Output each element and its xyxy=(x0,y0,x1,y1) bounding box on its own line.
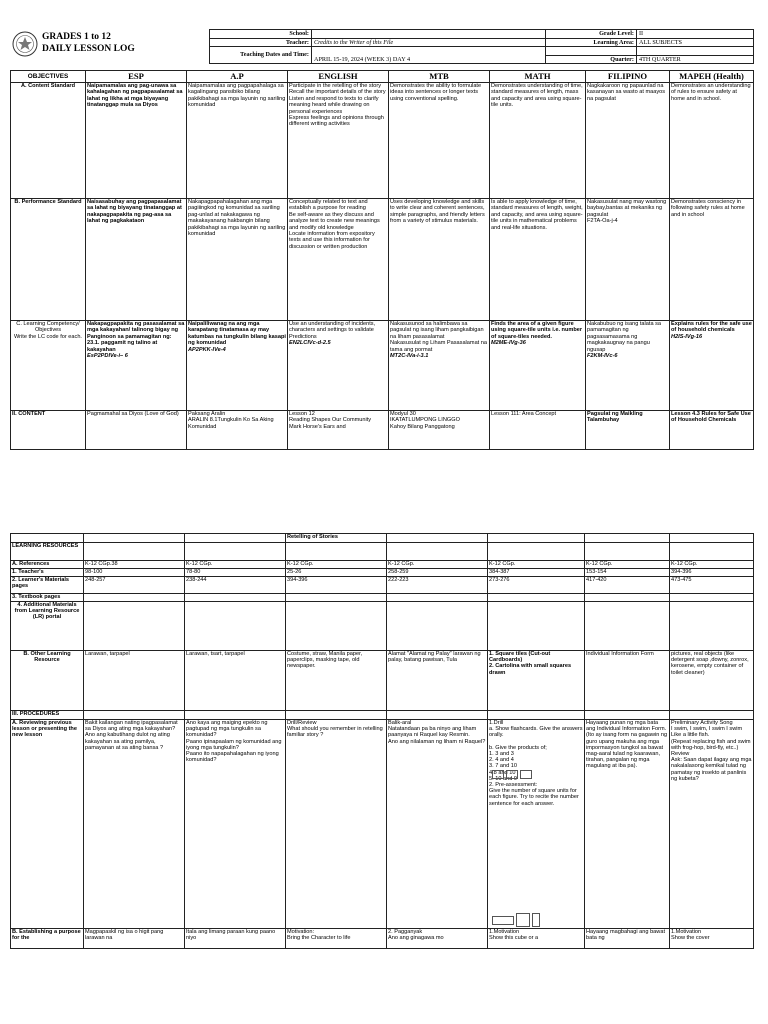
teachers-filipino: 153-154 xyxy=(585,569,670,577)
grade-level-value: II xyxy=(637,30,754,39)
subject-english: ENGLISH xyxy=(288,71,389,83)
reviewing-english: Drill/Review What should you remember in retelling familiar story ? xyxy=(286,720,387,929)
cell-esp xyxy=(86,321,187,411)
learners-math: 273-276 xyxy=(488,577,585,594)
learners-mtb: 222-223 xyxy=(387,577,488,594)
subject-esp: ESP xyxy=(86,71,187,83)
other-mapeh: pictures, real objects (like detergent soap ,downy, zonrox, kerosene, empty container of toilet cleaner) xyxy=(670,651,754,711)
school-label: School: xyxy=(210,30,312,39)
square-unit-figures xyxy=(492,913,542,927)
references-label: A. References xyxy=(11,561,84,569)
row-learning-competency xyxy=(11,321,754,411)
teachers-mtb: 258-259 xyxy=(387,569,488,577)
references-mtb: K-12 CGp. xyxy=(387,561,488,569)
learners-english: 394-396 xyxy=(286,577,387,594)
cell-english: Participate in the retelling of the story Recall the important details of the story Listen and respond to texts to clarify meaning heard while drawing on personal experiences Express feelings and opinions through different writing activities xyxy=(288,83,389,199)
cell-mapeh: Demonstrates consciency in following safety rules at home and in school xyxy=(670,199,754,321)
esp-competency: Nakapagpapakita ng pasasalamat sa mga kakayahan/ talinong bigay ng Panginoon sa pamamagitan ng: 23.1. paggamit ng talino at kakayahan xyxy=(87,321,185,353)
reviewing-mapeh: Preliminary Activity Song I swim, I swim, I swim I swim Like a little fish. (Repeat replacing fish and swim with frog-hop, bird-fly, etc..) Review Ask: Saan dapat ilagay ang mga nakalalasong kemikal tulad ng pamatay ng insekto at panlinis ng kubeta? xyxy=(670,720,754,929)
cell-mtb xyxy=(389,321,490,411)
cell-ap xyxy=(187,321,288,411)
cell-mtb: Uses developing knowledge and skills to write clear and coherent sentences, simple paragraphs, and friendly letters from a variety of stimulus materials. xyxy=(389,199,490,321)
subject-filipino: FILIPINO xyxy=(586,71,670,83)
flashcard-icon xyxy=(520,770,532,779)
row-content-standard xyxy=(11,83,754,199)
subject-math: MATH xyxy=(490,71,586,83)
reviewing-esp: Bakit kailangan nating ipagpasalamat sa Diyos ang ating mga kakayahan? Ano ang kabutihang dulot ng ating kakayahan sa ating pamilya, pamayanan at sa ating bansa ? xyxy=(84,720,185,929)
learners-label: 2. Learner's Materials pages xyxy=(11,577,84,594)
cell-mtb: Demonstrates the ability to formulate ideas into sentences or longer texts using conventional spelling. xyxy=(389,83,490,199)
row-label: A. Content Standard xyxy=(11,83,86,199)
grade-level-label: Grade Level: xyxy=(546,30,637,39)
row-additional-materials xyxy=(11,602,754,651)
subject-mtb: MTB xyxy=(389,71,490,83)
textbook-label: 3. Textbook pages xyxy=(11,594,84,602)
cell-filipino: Pagsulat ng Maikling Talambuhay xyxy=(586,411,670,450)
esp-lc-code: EsP2PDIVe-i– 6 xyxy=(87,353,128,360)
dll-table-2 xyxy=(10,533,754,949)
other-filipino: Individual Information Form xyxy=(585,651,670,711)
grid-figure-icon xyxy=(492,916,514,925)
row-label: C. Learning Competency/ Objectives Write the LC code for each. xyxy=(11,321,86,411)
ap-competency: Naipaliliwanag na ang mga karapatang tinatamasa ay may katumbas na tungkulin bilang kasapi ng komunidad xyxy=(188,321,286,347)
cell-mapeh xyxy=(670,321,754,411)
references-math: K-12 CGp. xyxy=(488,561,585,569)
quarter-value: 4TH QUARTER xyxy=(637,55,754,64)
teachers-ap: 78-80 xyxy=(185,569,286,577)
additional-label: 4. Additional Materials from Learning Resource (LR) portal xyxy=(11,602,84,651)
filipino-lc-code: F2KM-IVc-6 xyxy=(587,353,618,360)
math-lc-code: M2ME-IVg-36 xyxy=(491,340,526,347)
mtb-competency: Nakasusunod sa halimbawa sa pagsulat ng isang liham pangkaibigan na liham pasasalamat Nakasusulat ng Liham Pasasalamat na tama ang pormat xyxy=(390,321,488,353)
row-teachers-guide xyxy=(11,569,754,577)
other-english: Costume, straw, Manila paper, paperclips, masking tape, old newspaper. xyxy=(286,651,387,711)
learning-resources-label: LEARNING RESOURCES xyxy=(11,543,84,561)
learning-area-value: ALL SUBJECTS xyxy=(637,38,754,47)
ap-lc-code: AP2PKK-IVe-4 xyxy=(188,346,226,353)
teachers-esp: 98-100 xyxy=(84,569,185,577)
lesson-log-header xyxy=(10,29,753,70)
row-label: B. Performance Standard xyxy=(11,199,86,321)
other-label: B. Other Learning Resource xyxy=(11,651,84,711)
learners-ap: 238-244 xyxy=(185,577,286,594)
filipino-competency: Nakabubuo ng isang talata sa pamamagitan ng pagsasamasama ng magkakaugnay na pangu ngusap xyxy=(587,321,662,353)
other-ap: Larawan, tsart, tarpapel xyxy=(185,651,286,711)
cell-mapeh: Lesson 4.3 Rules for Safe Use of Household Chemicals xyxy=(670,411,754,450)
cell-esp: Pagmamahal sa Diyos (Love of God) xyxy=(86,411,187,450)
teacher-value: Credits to the Writer of this File xyxy=(312,38,546,47)
cell-mtb: Modyul 30 IKATATLUMPONG LINGGO Kahoy Bilang Panggatong xyxy=(389,411,490,450)
reviewing-math-text: 1.Drill a. Show flashcards. Give the answers orally. b. Give the products of; 1. 3 and 3 2. 4 and 4 3. 7 and 10 4.8 and 10 5. 10 and 9 2. Pre-assessment: Give the number of square units for each figure. Try to recite the number sentence for each answer. xyxy=(489,720,583,807)
cell-math: Demonstrates understanding of time, standard measures of length, mass and capacity and area using square-tile units. xyxy=(490,83,586,199)
doc-title-grades: GRADES 1 to 12 xyxy=(42,32,111,42)
cell-english: Lesson 12 Reading Shapes Our Community Mark Horse's Ears and xyxy=(288,411,389,450)
teachers-mapeh: 394-396 xyxy=(670,569,754,577)
cell-english xyxy=(288,321,389,411)
establishing-english: Motivation: Bring the Character to life xyxy=(286,929,387,949)
establishing-ap: Itala ang limang paraan kung paano niyo xyxy=(185,929,286,949)
cell-filipino: Nakasusulat nang may wastong baybay,bantas at mekaniks ng pagsulat F2TA-Oa-j-4 xyxy=(586,199,670,321)
other-esp: Larawan, tarpapel xyxy=(84,651,185,711)
learning-area-label: Learning Area: xyxy=(546,38,637,47)
teachers-math: 384-387 xyxy=(488,569,585,577)
establishing-filipino: Hayaang magbahagi ang bawat bata ng xyxy=(585,929,670,949)
grid-figure-icon xyxy=(516,913,530,927)
teachers-english: 25-26 xyxy=(286,569,387,577)
row-textbook-pages xyxy=(11,594,754,602)
row-content xyxy=(11,411,754,450)
row-performance-standard xyxy=(11,199,754,321)
row-procedures xyxy=(11,711,754,720)
dates-label: Teaching Dates and Time: xyxy=(210,47,312,64)
dll-page-1 xyxy=(10,70,753,450)
row-learning-resources xyxy=(11,543,754,561)
flashcard-icon xyxy=(492,770,504,779)
dll-table-1 xyxy=(10,70,754,450)
reviewing-label: A. Reviewing previous lesson or presenting the new lesson xyxy=(11,720,84,929)
header-info-table xyxy=(209,29,754,64)
subject-ap: A.P xyxy=(187,71,288,83)
row-establishing-purpose xyxy=(11,929,754,949)
cell-ap: Paksang Aralin ARALIN 8.1Tungkulin Ko Sa Aking Komunidad xyxy=(187,411,288,450)
references-esp: K-12 CGp.38 xyxy=(84,561,185,569)
row-references xyxy=(11,561,754,569)
cell-math xyxy=(490,321,586,411)
cell-mapeh: Demonstrates an understanding of rules to ensure safety at home and in school. xyxy=(670,83,754,199)
reviewing-ap: Ano kaya ang maiging epekto ng pagtupad ng mga tungkulin sa komunidad? Paano ipinapaalam ng komunidad ang iyong mga tungkulin? Paano ito napapahalagahan ng iyong komunidad? xyxy=(185,720,286,929)
cell-math: Is able to apply knowledge of time, standard measures of length, weight, and capacity, and area using square-tile units in mathematical problems and real-life situations. xyxy=(490,199,586,321)
quarter-label: Quarter: xyxy=(546,55,637,64)
cell-ap: Nakapagpapahalagahan ang mga pagiiingkod ng komunidad sa sariling pag-unlad at nakakagawa ng makakayanang hakbangin bilang pakikibahagi sa mga layunin ng sariling komunidad xyxy=(187,199,288,321)
cell-filipino xyxy=(586,321,670,411)
references-english: K-12 CGp. xyxy=(286,561,387,569)
reviewing-mtb: Balik-aral Natatandaan pa ba ninyo ang liham paanyaya ni Raquel kay Resmin. Ano ang nilalaman ng liham ni Raquel? xyxy=(387,720,488,929)
teachers-label: 1. Teacher's xyxy=(11,569,84,577)
references-mapeh: K-12 CGp. xyxy=(670,561,754,569)
establishing-mtb: 2. Pagganyak Ano ang ginagawa mo xyxy=(387,929,488,949)
cell-filipino: Nagkakaroon ng papaunlad na kasanayan sa wasto at maayos na pagsulat xyxy=(586,83,670,199)
cell-math: Lesson 111: Area Concept xyxy=(490,411,586,450)
other-mtb: Alamat "Alamat ng Palay" larawan ng palay, batang pawisan, Tula xyxy=(387,651,488,711)
row-other-resources xyxy=(11,651,754,711)
mapeh-competency: Explains rules for the safe use of household chemicals xyxy=(671,321,752,334)
establishing-math: 1.Motivation Show this cube or a xyxy=(488,929,585,949)
reviewing-math xyxy=(488,720,585,929)
establishing-mapeh: 1.Motivation Show the cover xyxy=(670,929,754,949)
grid-figure-icon xyxy=(532,913,540,927)
mtb-lc-code: MT2C-IVa-i-3.1 xyxy=(390,353,429,360)
flashcard-icon xyxy=(506,770,518,779)
cell-english: Conceptually related to text and establish a purpose for reading Be self-aware as they discuss and analyze text to create new meanings and modify old knowledge Locate information from expository texts and use this information for discussion or written production xyxy=(288,199,389,321)
references-ap: K-12 CGp. xyxy=(185,561,286,569)
establishing-esp: Magpapaskil ng isa o higit pang larawan na xyxy=(84,929,185,949)
deped-seal-icon xyxy=(12,31,38,57)
math-competency: Finds the area of a given figure using square-tile units i.e. number of square-tiles needed. xyxy=(491,321,583,340)
objectives-header: OBJECTIVES xyxy=(11,71,86,83)
english-competency: Use an understanding of incidents, characters and settings to validate Predictions xyxy=(289,321,376,340)
procedures-label: III. PROCEDURES xyxy=(11,711,84,720)
english-lc-code: EN2LCIVc-d-2.5 xyxy=(289,340,331,347)
cell-esp: Naipamamalas ang pag-unawa sa kahalagahan ng pagpapasalamat sa lahat ng likha at mga biyayang tinatanggap mula sa Diyos xyxy=(86,83,187,199)
other-math: 1. Square tiles (Cut-out Cardboards) 2. Cartolina with small squares drawn xyxy=(488,651,585,711)
teacher-label: Teacher: xyxy=(210,38,312,47)
school-value xyxy=(312,30,546,39)
subject-mapeh: MAPEH (Health) xyxy=(670,71,754,83)
dates-value: APRIL 15-19, 2024 (WEEK 3) DAY 4 xyxy=(312,47,546,64)
establishing-label: B. Establishing a purpose for the xyxy=(11,929,84,949)
cell-esp: Naisasabuhay ang pagpapasalamat sa lahat ng biyayang tinatanggap at nakapagpapakita ng pag-asa sa lahat ng pagkakataon xyxy=(86,199,187,321)
cell-ap: Naipamamalas ang pagpapahalaga sa kagalingang pansibiko bilang pakikibahagi sa mga layunin ng sariling komunidad xyxy=(187,83,288,199)
learners-mapeh: 473-475 xyxy=(670,577,754,594)
dll-page-2 xyxy=(10,533,753,949)
reviewing-filipino: Hayaang punan ng mga bata ang Individual Information Form. (Ito ay isang form na gagawin ng guro upang makuha ang mga impormasyon tungkol sa bawat mag-aaral tulad ng kaarawan, tirahan, pangalan ng mga magulang at iba pa). xyxy=(585,720,670,929)
learners-filipino: 417-420 xyxy=(585,577,670,594)
learners-esp: 248-257 xyxy=(84,577,185,594)
flashcard-images xyxy=(492,770,534,779)
row-learners-materials xyxy=(11,577,754,594)
row-label: II. CONTENT xyxy=(11,411,86,450)
references-filipino: K-12 CGp. xyxy=(585,561,670,569)
row-reviewing xyxy=(11,720,754,929)
doc-title-dll: DAILY LESSON LOG xyxy=(42,44,135,54)
english-carry-over: Retelling of Stories xyxy=(286,534,387,543)
mapeh-lc-code: H2IS-IVg-16 xyxy=(671,333,703,340)
